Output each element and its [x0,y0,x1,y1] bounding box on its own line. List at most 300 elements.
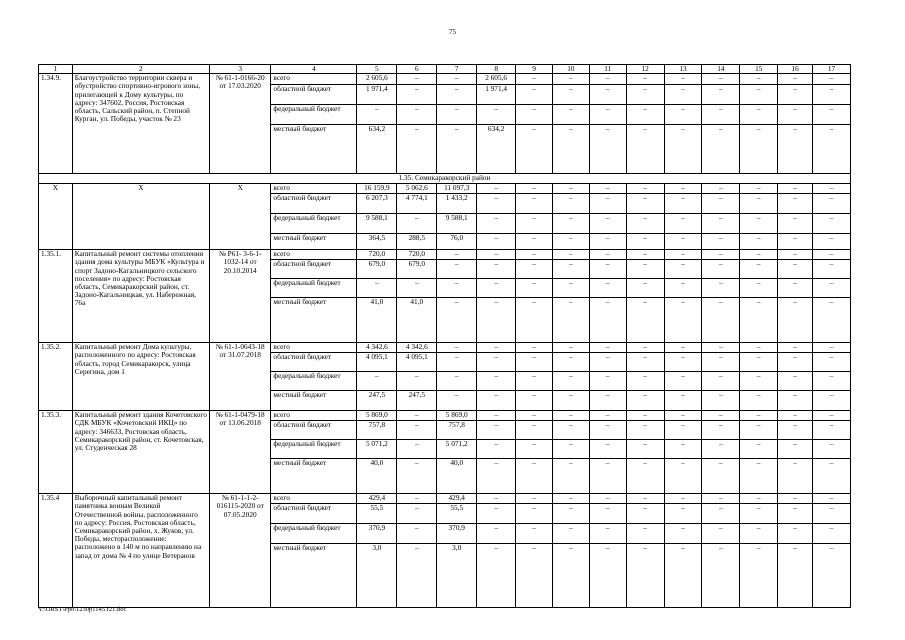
amount-cell: – [397,459,437,494]
funding-source: всего [271,184,357,194]
amount-cell: – [702,524,740,544]
amount-cell: – [740,234,778,250]
amount-cell: – [664,234,702,250]
amount-cell: – [552,421,589,440]
amount-cell: – [702,250,740,260]
amount-cell: – [740,74,778,85]
funding-source: федеральный бюджет [271,214,357,234]
amount-cell: – [702,298,740,343]
section-title: 1.35. Семикаракорский район [39,174,851,184]
amount-cell: – [516,105,553,125]
item-number: 1.35.2. [39,343,73,411]
amount-cell: – [626,214,664,234]
amount-cell: – [740,421,778,440]
amount-cell: – [664,440,702,459]
amount-cell: – [626,194,664,214]
amount-cell: – [516,85,553,105]
column-number: 15 [740,65,778,74]
amount-cell: – [552,214,589,234]
amount-cell: – [626,74,664,85]
document-reference: № 61-1-0479-18 от 13.06.2018 [209,411,270,494]
amount-cell: 1 433,2 [437,194,477,214]
amount-cell: – [626,85,664,105]
amount-cell: – [552,184,589,194]
amount-cell: – [702,544,740,608]
amount-cell: – [589,250,626,260]
amount-cell: – [437,372,477,391]
amount-cell: – [702,234,740,250]
amount-cell: – [740,85,778,105]
amount-cell: – [477,421,516,440]
amount-cell: – [552,391,589,411]
amount-cell: – [397,214,437,234]
amount-cell: 364,5 [357,234,397,250]
amount-cell: – [740,504,778,524]
amount-cell: 679,0 [357,260,397,279]
column-number: 8 [477,65,516,74]
amount-cell: – [778,494,813,504]
item-number: 1.35.1. [39,250,73,343]
amount-cell: 757,8 [437,421,477,440]
amount-cell: – [589,544,626,608]
amount-cell: 720,0 [357,250,397,260]
amount-cell: – [552,504,589,524]
amount-cell: – [477,260,516,279]
funding-source: всего [271,343,357,353]
amount-cell: – [812,391,850,411]
amount-cell: 76,0 [437,234,477,250]
amount-cell: – [664,214,702,234]
amount-cell: – [702,459,740,494]
amount-cell: – [552,125,589,174]
amount-cell: – [812,411,850,421]
amount-cell: 5 071,2 [437,440,477,459]
amount-cell: – [626,411,664,421]
amount-cell: – [812,279,850,298]
amount-cell: – [397,544,437,608]
amount-cell: – [437,279,477,298]
amount-cell: – [626,105,664,125]
amount-cell: – [778,411,813,421]
amount-cell: – [778,544,813,608]
amount-cell: – [778,298,813,343]
amount-cell: – [702,85,740,105]
amount-cell: – [589,125,626,174]
column-number: 10 [552,65,589,74]
object-name: Х [72,184,209,250]
amount-cell: – [552,411,589,421]
object-name: Благоустройство территории сквера и обустройство спортивно-игрового зоны, прилегающей к Дому культуры, по адресу: 347602, Россия, Ростовская область, Сальский район, п. Степной Курган, ул. Победы, участок № 23 [72,74,209,174]
amount-cell: – [477,372,516,391]
amount-cell: 9 588,1 [357,214,397,234]
amount-cell: 679,0 [397,260,437,279]
amount-cell: – [664,125,702,174]
funding-source: областной бюджет [271,353,357,372]
amount-cell: – [778,184,813,194]
amount-cell: – [552,74,589,85]
amount-cell: – [552,250,589,260]
column-number: 3 [209,65,270,74]
amount-cell: – [778,279,813,298]
amount-cell: – [397,411,437,421]
amount-cell: – [664,279,702,298]
amount-cell: – [812,184,850,194]
amount-cell: – [516,184,553,194]
amount-cell: – [664,74,702,85]
amount-cell: – [552,343,589,353]
amount-cell: – [740,544,778,608]
amount-cell: – [397,524,437,544]
amount-cell: – [664,343,702,353]
amount-cell: – [812,343,850,353]
amount-cell: – [552,105,589,125]
amount-cell: – [552,194,589,214]
amount-cell: 1 971,4 [477,85,516,105]
table-row [39,74,851,85]
amount-cell: – [664,105,702,125]
amount-cell: 5 869,0 [357,411,397,421]
amount-cell: 4 095,1 [397,353,437,372]
amount-cell: 5 062,6 [397,184,437,194]
amount-cell: 370,9 [437,524,477,544]
amount-cell: – [626,125,664,174]
amount-cell: – [437,125,477,174]
item-number: 1.35.4 [39,494,73,608]
amount-cell: – [664,459,702,494]
amount-cell: – [357,105,397,125]
document-reference: Х [209,184,270,250]
amount-cell: – [516,440,553,459]
amount-cell: – [437,353,477,372]
amount-cell: – [702,125,740,174]
amount-cell: – [397,504,437,524]
amount-cell: – [589,353,626,372]
amount-cell: – [552,459,589,494]
amount-cell: – [778,459,813,494]
amount-cell: – [664,260,702,279]
amount-cell: – [516,372,553,391]
amount-cell: 6 207,3 [357,194,397,214]
amount-cell: – [626,504,664,524]
amount-cell: – [702,194,740,214]
amount-cell: – [740,250,778,260]
amount-cell: 634,2 [477,125,516,174]
table-row [39,494,851,504]
amount-cell: – [664,544,702,608]
amount-cell: – [477,504,516,524]
funding-source: всего [271,250,357,260]
amount-cell: – [740,260,778,279]
column-number: 14 [702,65,740,74]
amount-cell: – [477,105,516,125]
amount-cell: – [626,459,664,494]
funding-source: местный бюджет [271,391,357,411]
amount-cell: – [702,279,740,298]
amount-cell: – [516,459,553,494]
amount-cell: – [589,85,626,105]
amount-cell: 16 159,9 [357,184,397,194]
amount-cell: – [664,194,702,214]
amount-cell: – [357,372,397,391]
amount-cell: – [516,411,553,421]
amount-cell: – [812,125,850,174]
funding-source: всего [271,494,357,504]
amount-cell: – [778,194,813,214]
amount-cell: – [552,279,589,298]
amount-cell: – [702,440,740,459]
amount-cell: – [477,234,516,250]
amount-cell: – [626,421,664,440]
amount-cell: – [552,544,589,608]
amount-cell: – [589,391,626,411]
column-number: 17 [812,65,850,74]
amount-cell: – [516,250,553,260]
amount-cell: – [589,234,626,250]
amount-cell: – [552,494,589,504]
column-number: 2 [72,65,209,74]
amount-cell: – [437,343,477,353]
amount-cell: – [516,421,553,440]
amount-cell: 11 097,3 [437,184,477,194]
amount-cell: – [437,250,477,260]
amount-cell: 720,0 [397,250,437,260]
amount-cell: – [552,440,589,459]
amount-cell: – [812,85,850,105]
amount-cell: – [516,524,553,544]
amount-cell: – [357,279,397,298]
amount-cell: – [702,504,740,524]
amount-cell: 2 605,6 [357,74,397,85]
amount-cell: – [552,85,589,105]
funding-source: областной бюджет [271,421,357,440]
amount-cell: – [477,411,516,421]
item-number: 1.35.3. [39,411,73,494]
amount-cell: – [552,260,589,279]
funding-source: областной бюджет [271,85,357,105]
amount-cell: – [664,85,702,105]
amount-cell: – [778,421,813,440]
amount-cell: – [589,421,626,440]
amount-cell: – [516,260,553,279]
funding-source: федеральный бюджет [271,279,357,298]
amount-cell: 4 342,6 [397,343,437,353]
amount-cell: – [477,279,516,298]
amount-cell: – [740,494,778,504]
amount-cell: – [778,504,813,524]
amount-cell: – [477,298,516,343]
amount-cell: – [589,279,626,298]
column-number: 4 [271,65,357,74]
amount-cell: 4 342,6 [357,343,397,353]
column-number: 6 [397,65,437,74]
amount-cell: – [516,74,553,85]
funding-source: местный бюджет [271,298,357,343]
amount-cell: – [812,260,850,279]
funding-source: местный бюджет [271,125,357,174]
amount-cell: – [437,74,477,85]
amount-cell: – [477,214,516,234]
amount-cell: – [812,421,850,440]
document-reference: № 61-1-0643-18 от 31.07.2018 [209,343,270,411]
amount-cell: – [477,353,516,372]
amount-cell: – [516,279,553,298]
table-row [39,343,851,353]
amount-cell: – [516,194,553,214]
amount-cell: – [778,391,813,411]
amount-cell: – [626,298,664,343]
amount-cell: – [626,250,664,260]
column-number: 13 [664,65,702,74]
amount-cell: – [477,194,516,214]
amount-cell: – [589,411,626,421]
amount-cell: – [740,214,778,234]
amount-cell: – [397,372,437,391]
amount-cell: – [778,524,813,544]
section-row [39,174,851,184]
object-name: Выборочный капитальный ремонт памятника воинам Великой Отечественной войны, расположенного по адресу: Россия, Ростовская область, Семикаракорский район, х. Жуков, ул. Победы, месторасположение: расположено в 140 м по направлению на запад от дома № 4 по улице Ветеранов [72,494,209,608]
funding-source: областной бюджет [271,260,357,279]
amount-cell: 4 095,1 [357,353,397,372]
funding-source: местный бюджет [271,544,357,608]
amount-cell: – [477,250,516,260]
column-number: 16 [778,65,813,74]
amount-cell: 247,5 [397,391,437,411]
document-reference: № 61-1-0166-20 от 17.03.2020 [209,74,270,174]
funding-source: областной бюджет [271,504,357,524]
amount-cell: – [778,85,813,105]
amount-cell: – [740,125,778,174]
amount-cell: – [589,459,626,494]
amount-cell: – [702,494,740,504]
amount-cell: 2 605,6 [477,74,516,85]
amount-cell: – [626,353,664,372]
amount-cell: – [740,353,778,372]
amount-cell: 634,2 [357,125,397,174]
amount-cell: – [626,494,664,504]
amount-cell: 55,5 [357,504,397,524]
amount-cell: 40,0 [437,459,477,494]
amount-cell: – [437,85,477,105]
amount-cell: – [626,279,664,298]
funding-source: федеральный бюджет [271,105,357,125]
column-number: 5 [357,65,397,74]
budget-table [38,64,851,608]
amount-cell: – [664,524,702,544]
amount-cell: – [516,298,553,343]
amount-cell: – [664,372,702,391]
column-number: 11 [589,65,626,74]
amount-cell: 40,0 [357,459,397,494]
amount-cell: – [397,105,437,125]
amount-cell: – [477,459,516,494]
amount-cell: – [740,372,778,391]
column-number-row [39,65,851,74]
amount-cell: – [477,343,516,353]
amount-cell: – [589,298,626,343]
amount-cell: – [664,391,702,411]
amount-cell: 3,0 [357,544,397,608]
amount-cell: – [702,260,740,279]
amount-cell: – [626,544,664,608]
amount-cell: – [589,184,626,194]
amount-cell: – [778,343,813,353]
funding-source: федеральный бюджет [271,440,357,459]
amount-cell: – [516,214,553,234]
amount-cell: – [812,234,850,250]
amount-cell: – [812,544,850,608]
amount-cell: – [702,421,740,440]
amount-cell: – [552,353,589,372]
amount-cell: – [664,184,702,194]
amount-cell: – [812,105,850,125]
amount-cell: – [589,343,626,353]
amount-cell: – [626,260,664,279]
amount-cell: – [778,125,813,174]
amount-cell: – [740,440,778,459]
amount-cell: – [702,74,740,85]
amount-cell: – [812,524,850,544]
amount-cell: – [740,343,778,353]
item-number: 1.34.9. [39,74,73,174]
amount-cell: – [740,194,778,214]
amount-cell: – [664,298,702,343]
amount-cell: – [397,279,437,298]
amount-cell: – [740,391,778,411]
amount-cell: – [778,440,813,459]
amount-cell: – [664,421,702,440]
amount-cell: – [589,440,626,459]
amount-cell: – [397,440,437,459]
amount-cell: – [477,440,516,459]
amount-cell: – [812,440,850,459]
amount-cell: – [740,279,778,298]
amount-cell: – [778,353,813,372]
amount-cell: – [437,298,477,343]
amount-cell: 370,9 [357,524,397,544]
amount-cell: – [740,524,778,544]
amount-cell: 4 774,1 [397,194,437,214]
column-number: 1 [39,65,73,74]
amount-cell: – [812,250,850,260]
amount-cell: – [778,234,813,250]
amount-cell: 5 869,0 [437,411,477,421]
amount-cell: – [626,524,664,544]
amount-cell: – [702,343,740,353]
amount-cell: – [397,74,437,85]
amount-cell: – [664,504,702,524]
amount-cell: 429,4 [437,494,477,504]
amount-cell: – [702,391,740,411]
document-reference: № 61-1-1-2-016115-2020 от 07.05.2020 [209,494,270,608]
amount-cell: – [812,459,850,494]
amount-cell: 288,5 [397,234,437,250]
amount-cell: – [778,74,813,85]
funding-source: местный бюджет [271,234,357,250]
object-name: Капитальный ремонт системы отопления здания дома культуры МБУК «Культура и спорт Задоно-Кагальницкого сельского поселения» по адресу: Ростовская область, Семикаракорский район, ст. Задоно-Кагальницкая, ул. Набережная, 76а [72,250,209,343]
amount-cell: – [477,184,516,194]
amount-cell: – [626,184,664,194]
amount-cell: – [552,298,589,343]
amount-cell: – [516,125,553,174]
page-number: 75 [449,28,456,36]
amount-cell: – [664,494,702,504]
amount-cell: – [477,524,516,544]
amount-cell: – [740,411,778,421]
amount-cell: – [702,372,740,391]
amount-cell: – [516,494,553,504]
amount-cell: – [740,459,778,494]
amount-cell: 41,0 [397,298,437,343]
